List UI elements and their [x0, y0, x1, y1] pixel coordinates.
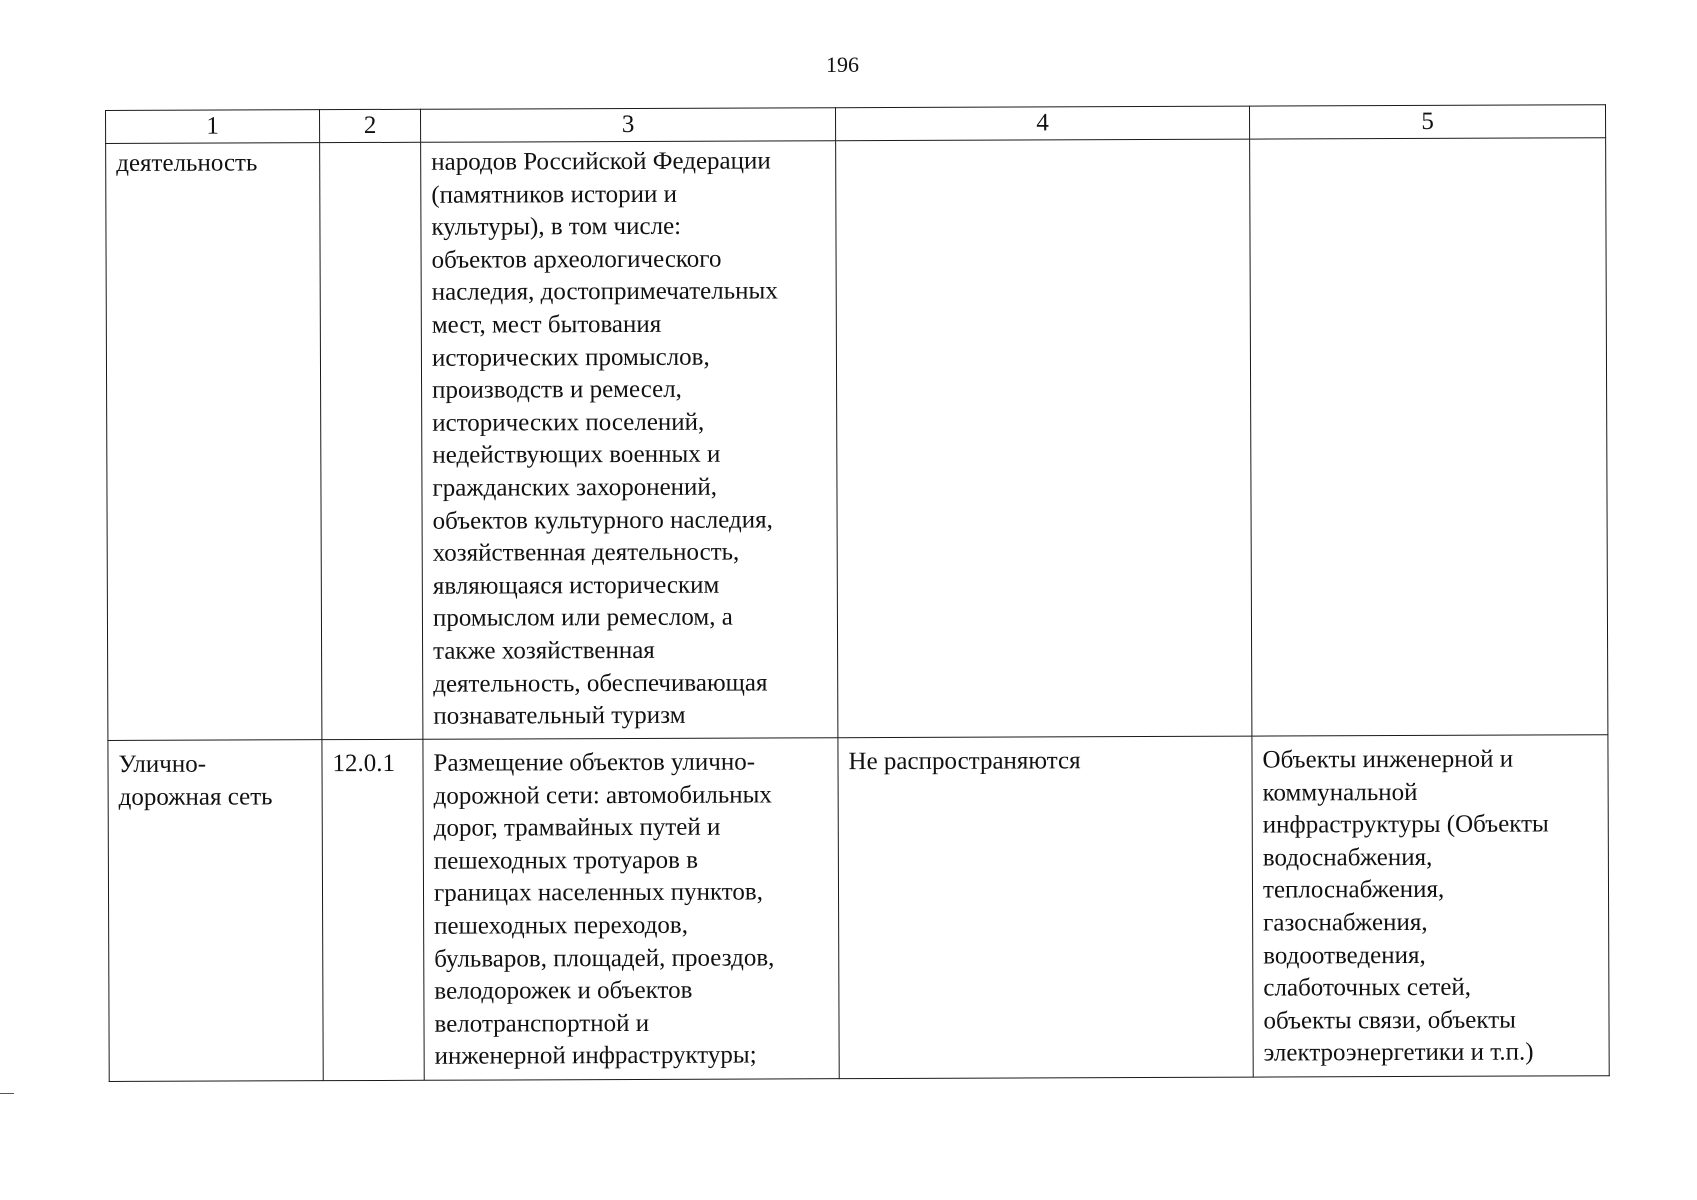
cell-text-line: также хозяйственная: [433, 636, 655, 665]
cell-text-line: инфраструктуры (Объекты: [1262, 810, 1549, 839]
page-number: 196: [826, 52, 859, 77]
row2-col4: Не распространяются: [838, 736, 1253, 1079]
cell-text-line: дорожной сети: автомобильных: [433, 781, 772, 810]
row2-col3: [423, 738, 839, 1081]
cell-text-line: велодорожек и объектов: [434, 976, 693, 1005]
cell-text-line: коммунальной: [1262, 778, 1418, 807]
cell-text-line: культуры), в том числе:: [431, 212, 682, 241]
cell-text-line: пешеходных тротуаров в: [433, 846, 699, 875]
row2-col1: [108, 740, 323, 1082]
cell-text-line: исторических поселений,: [432, 408, 705, 437]
header-col-3: 3: [420, 108, 835, 143]
scan-edge-mark: [0, 1093, 14, 1094]
cell-text-line: являющаяся историческим: [432, 571, 720, 600]
row1-col5: [1250, 138, 1608, 736]
cell-text-line: хозяйственная деятельность,: [432, 538, 740, 567]
table-row: [106, 138, 1608, 741]
header-col-4: 4: [835, 106, 1249, 141]
cell-text-line: наследия, достопримечательных: [431, 277, 778, 307]
row2-col5: [1252, 735, 1609, 1077]
cell-text-line: народов Российской Федерации: [431, 147, 771, 176]
header-col-5: 5: [1249, 105, 1605, 139]
cell-text-line: мест, мест бытования: [431, 310, 662, 339]
table-row: [108, 735, 1609, 1082]
cell-text-line: (памятников истории и: [431, 180, 678, 209]
row1-col1: деятельность: [106, 143, 322, 741]
row1-col3: [421, 141, 838, 740]
cell-text-line: исторических промыслов,: [431, 343, 710, 372]
cell-text-line: объектов культурного наследия,: [432, 505, 773, 535]
cell-text-line: инженерной инфраструктуры;: [434, 1041, 757, 1071]
cell-text-line: дорог, трамвайных путей и: [433, 813, 721, 842]
header-col-2: 2: [320, 109, 421, 142]
cell-text-line: дорожная сеть: [118, 782, 273, 811]
cell-text-line: бульваров, площадей, проездов,: [434, 943, 775, 973]
cell-text-line: газоснабжения,: [1263, 908, 1428, 937]
cell-text-line: Улично-: [118, 750, 207, 778]
cell-text-line: слаботочных сетей,: [1263, 973, 1472, 1002]
cell-text-line: промыслом или ремеслом, а: [432, 603, 733, 633]
regulations-table: [105, 104, 1610, 1082]
header-col-1: 1: [106, 110, 320, 144]
row1-col2: [320, 142, 423, 739]
cell-text-line: Объекты инженерной и: [1262, 745, 1514, 774]
cell-text-line: деятельность, обеспечивающая: [433, 668, 768, 698]
cell-text-line: теплоснабжения,: [1262, 876, 1445, 904]
cell-text-line: границах населенных пунктов,: [433, 878, 763, 908]
row1-col4: [836, 139, 1252, 738]
cell-text-line: пешеходных переходов,: [434, 911, 688, 940]
cell-text-line: велотранспортной и: [434, 1009, 650, 1038]
cell-text-line: водоотведения,: [1263, 941, 1426, 970]
cell-text-line: гражданских захоронений,: [432, 473, 718, 502]
cell-text-line: познавательный туризм: [433, 701, 686, 730]
cell-text-line: объекты связи, объекты: [1263, 1006, 1516, 1035]
cell-text-line: объектов археологического: [431, 245, 722, 274]
cell-text-line: Размещение объектов улично-: [433, 748, 756, 777]
cell-text-line: электроэнергетики и т.п.): [1263, 1038, 1534, 1067]
cell-text-line: водоснабжения,: [1262, 843, 1433, 872]
row2-col2: 12.0.1: [322, 739, 424, 1080]
cell-text-line: недействующих военных и: [432, 440, 721, 470]
cell-text-line: производств и ремесел,: [432, 375, 682, 404]
